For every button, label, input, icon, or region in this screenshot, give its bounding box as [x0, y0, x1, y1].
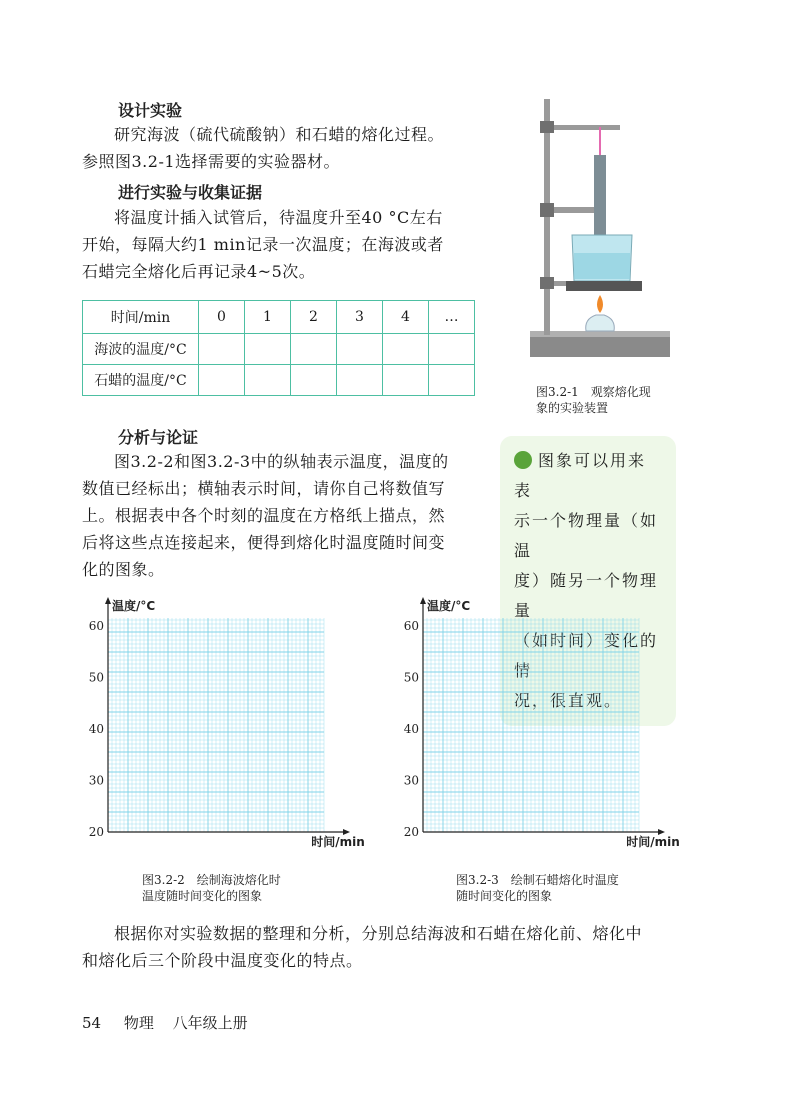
y-tick-label: 60: [88, 619, 104, 633]
table-cell: [337, 334, 383, 365]
y-tick-label: 30: [403, 773, 419, 788]
graph-paper-chart-1[interactable]: [80, 596, 380, 856]
table-cell: [245, 365, 291, 396]
footer-subject: 物理: [123, 1014, 154, 1032]
table-row-label: 海波的温度/°C: [83, 334, 199, 365]
page-footer: [82, 1012, 248, 1033]
table-row: [83, 365, 475, 396]
table-cell: [199, 334, 245, 365]
alcohol-lamp: [586, 315, 615, 331]
note-line: 图象可以用来表: [514, 451, 647, 500]
table-header-cell: 0: [199, 301, 245, 334]
note-line: （如时间）变化的情: [514, 631, 659, 680]
table-cell: [291, 334, 337, 365]
caption-line: 图3.2-2 绘制海波熔化时: [142, 873, 281, 887]
figure-caption-chart-1: [142, 872, 281, 904]
table-cell: [429, 334, 475, 365]
table-cell: [291, 365, 337, 396]
caption-line: 图3.2-1 观察熔化现: [536, 385, 651, 399]
leaf-icon: [514, 451, 532, 469]
conclusion-paragraph: [82, 920, 722, 974]
table-cell: [337, 365, 383, 396]
graph-paper-chart-2[interactable]: [395, 596, 695, 856]
analysis-line: 上。根据表中各个时刻的温度在方格纸上描点，然: [82, 506, 446, 525]
figure-caption-chart-2: [456, 872, 619, 904]
experiment-line: 开始，每隔大约1 min记录一次温度；在海波或者: [82, 235, 444, 254]
flame-icon: [597, 295, 603, 313]
y-axis-label: 温度/°C: [427, 599, 471, 613]
analysis-line: 后将这些点连接起来，便得到熔化时温度随时间变: [82, 533, 446, 552]
section-heading-analysis: 分析与论证: [118, 428, 199, 447]
experiment-line: 将温度计插入试管后，待温度升至40 °C左右: [114, 208, 443, 227]
table-cell: [383, 365, 429, 396]
note-line: 示一个物理量（如温: [514, 511, 659, 560]
y-axis-label: 温度/°C: [112, 599, 156, 613]
table-cell: [429, 365, 475, 396]
caption-line: 温度随时间变化的图象: [142, 889, 263, 903]
table-header-cell: 1: [245, 301, 291, 334]
y-tick-label: 60: [403, 619, 419, 633]
footer-grade: 八年级上册: [172, 1014, 248, 1032]
figure-caption-apparatus: [536, 384, 651, 416]
table-cell: [383, 334, 429, 365]
table-header-cell: …: [429, 301, 475, 334]
caption-line: 图3.2-3 绘制石蜡熔化时温度: [456, 873, 619, 887]
y-axis-arrow-icon: [105, 597, 111, 604]
apparatus-clamp-arm: [550, 125, 620, 130]
table-cell: [245, 334, 291, 365]
table-header-cell: 时间/min: [83, 301, 199, 334]
table-cell: [199, 365, 245, 396]
table-header-cell: 3: [337, 301, 383, 334]
design-line: 研究海波（硫代硫酸钠）和石蜡的熔化过程。: [114, 125, 445, 144]
design-paragraph: [82, 121, 502, 175]
conclusion-line: 根据你对实验数据的整理和分析，分别总结海波和石蜡在熔化前、熔化中: [114, 924, 643, 943]
experiment-line: 石蜡完全熔化后再记录4~5次。: [82, 262, 316, 281]
wire-gauze: [566, 281, 642, 291]
analysis-line: 数值已经标出；横轴表示时间，请你自己将数值写: [82, 479, 446, 498]
table-header-row: [83, 301, 475, 334]
y-tick-label: 50: [88, 670, 104, 685]
y-axis-arrow-icon: [420, 597, 426, 604]
note-line: 度）随另一个物理量: [514, 571, 659, 620]
analysis-paragraph: [82, 448, 502, 583]
x-axis-label: 时间/min: [311, 835, 365, 849]
y-tick-label: 50: [403, 670, 419, 685]
y-tick-label: 20: [88, 825, 104, 839]
table-header-cell: 4: [383, 301, 429, 334]
y-tick-label: 40: [403, 722, 419, 736]
experiment-apparatus-illustration: [520, 95, 680, 375]
design-line: 参照图3.2-1选择需要的实验器材。: [82, 152, 341, 171]
y-tick-label: 20: [403, 825, 419, 839]
analysis-line: 图3.2-2和图3.2-3中的纵轴表示温度，温度的: [114, 452, 449, 471]
conclusion-line: 和熔化后三个阶段中温度变化的特点。: [82, 951, 363, 970]
section-heading-design: 设计实验: [118, 101, 183, 120]
page-number: 54: [82, 1014, 102, 1032]
table-row: [83, 334, 475, 365]
note-line: 况，很直观。: [514, 691, 623, 710]
analysis-line: 化的图象。: [82, 560, 165, 579]
y-tick-label: 40: [88, 722, 104, 736]
y-tick-label: 30: [88, 773, 104, 788]
caption-line: 随时间变化的图象: [456, 889, 553, 903]
table-header-cell: 2: [291, 301, 337, 334]
caption-line: 象的实验装置: [536, 401, 609, 415]
experiment-paragraph: [82, 204, 502, 285]
section-heading-experiment: 进行实验与收集证据: [118, 183, 263, 202]
apparatus-base: [530, 335, 670, 357]
x-axis-label: 时间/min: [626, 835, 680, 849]
table-row-label: 石蜡的温度/°C: [83, 365, 199, 396]
record-table: [82, 300, 475, 396]
